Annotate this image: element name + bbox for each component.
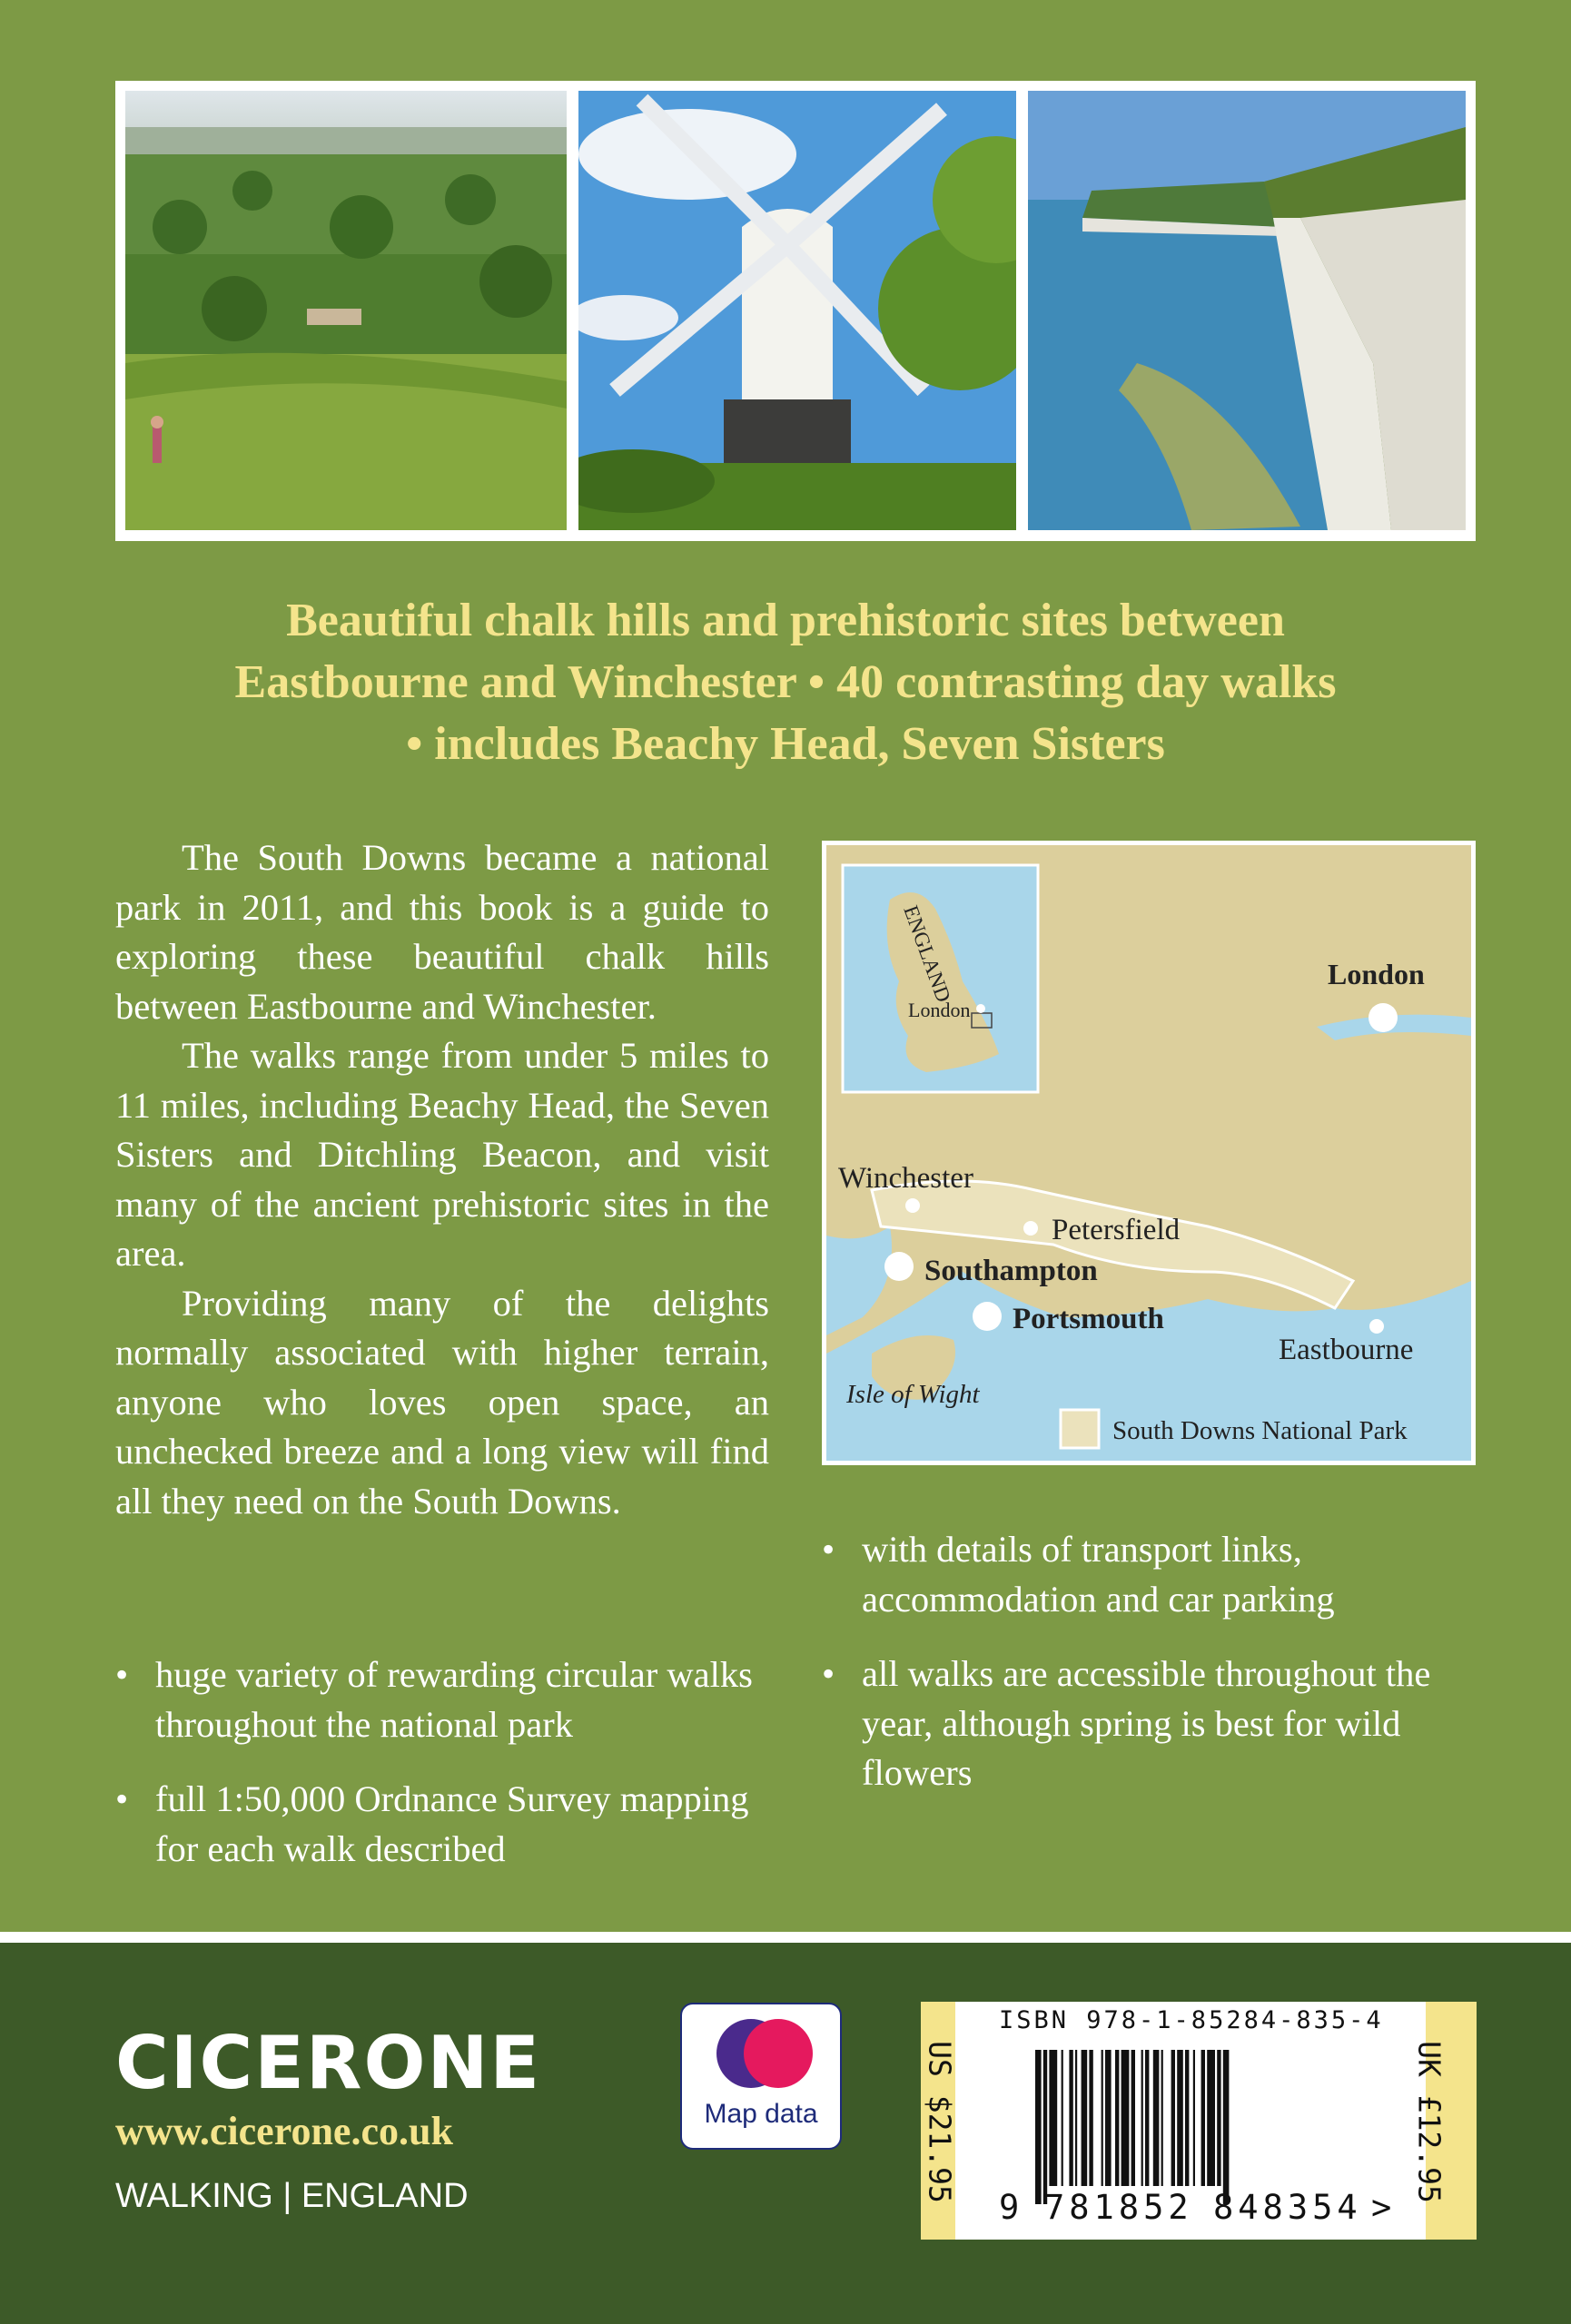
barcode-bar [1177,2050,1183,2186]
bullet-icon: • [115,1654,129,1695]
feature-item: • with details of transport links, accommodation and car parking [822,1525,1476,1624]
map-label-isle-of-wight: Isle of Wight [846,1380,980,1409]
map-label-london: London [1328,958,1425,990]
location-map [822,841,1476,1465]
map-graphic [826,845,1471,1461]
barcode-bar [1049,2050,1057,2186]
footer-divider [0,1932,1571,1943]
website-link[interactable]: www.cicerone.co.uk [115,2109,453,2153]
map-label-portsmouth: Portsmouth [1013,1303,1164,1335]
barcode-bar [1223,2050,1230,2204]
barcode-bar [1185,2050,1189,2186]
price-us: US $21.95 [922,2041,958,2203]
legend-swatch [1061,1410,1099,1448]
barcode-bar [1075,2050,1077,2186]
barcode-lead-digit: 9 [999,2188,1024,2227]
downland-view-photo [125,91,567,530]
barcode-bar [1102,2050,1103,2186]
tagline [73,590,1498,775]
category-label: WALKING | ENGLAND [115,2177,469,2215]
feature-item: • all walks are accessible throughout the year, although spring is best for wild flowers [822,1649,1476,1798]
barcode-bar [1141,2050,1143,2186]
barcode-digits-left: 781852 [1044,2188,1193,2227]
barcode-digits-right: 848354 [1213,2188,1362,2227]
barcode-bar [1115,2050,1119,2186]
os-map-data-badge [680,2003,842,2150]
barcode-bar [1105,2050,1112,2186]
barcode-bar [1217,2050,1220,2186]
barcode [1035,2050,1389,2204]
barcode-bar [1161,2050,1163,2186]
map-label-southampton: Southampton [924,1255,1098,1287]
barcode-bar [1121,2050,1130,2186]
barcode-bar [1207,2050,1215,2186]
photo-strip [115,81,1476,541]
bullet-icon: • [822,1653,835,1694]
isbn-text: ISBN 978-1-85284-835-4 [999,2006,1384,2034]
barcode-bar [1193,2050,1195,2186]
feature-item: • full 1:50,000 Ordnance Survey mapping for each walk described [115,1775,769,1874]
os-logo-icon [695,2012,827,2095]
barcode-bar [1062,2050,1063,2186]
barcode-bar [1145,2050,1149,2186]
barcode-bar [1171,2050,1175,2186]
description-paragraph: The walks range from under 5 miles to 11 miles, including Beachy Head, the Seven Sisters and Ditchling Beacon, and visit many of the ancient prehistoric sites in the area. [115,1035,769,1274]
map-label-england: ENGLAND [899,902,955,1006]
tagline-line-3: • includes Beachy Head, Seven Sisters [406,718,1165,770]
barcode-bar [1089,2050,1092,2186]
barcode-bar [1082,2050,1088,2186]
description-paragraph: The South Downs became a national park in 2011, and this book is a guide to exploring these beautiful chalk hills between Eastbourne and Winchester. [115,837,769,1027]
feature-list-left [115,1650,769,1899]
map-legend-label: South Downs National Park [1112,1416,1408,1445]
price-uk: UK £12.95 [1411,2041,1447,2203]
cicerone-logo: CICERONE [115,2021,542,2105]
feature-list-right [822,1525,1476,1824]
bullet-icon: • [822,1529,835,1570]
barcode-bar [1153,2050,1160,2186]
bullet-icon: • [115,1778,129,1819]
description-paragraph: Providing many of the delights normally associated with higher terrain, anyone who loves open space, an unchecked breeze and a long view will find all they need on the South Downs. [115,1282,769,1521]
barcode-bar [1035,2050,1042,2204]
barcode-end-marker: > [1371,2188,1397,2227]
chalk-cliffs-photo [1028,91,1466,530]
windmill-photo [578,91,1016,530]
barcode-bar [1043,2050,1047,2204]
barcode-bar [1131,2050,1135,2186]
os-caption: Map data [704,2099,818,2129]
map-label-winchester: Winchester [838,1162,973,1195]
map-label-inset-london: London [908,999,971,1021]
map-label-eastbourne: Eastbourne [1279,1334,1414,1366]
barcode-bar [1201,2050,1205,2186]
tagline-line-1: Beautiful chalk hills and prehistoric sites between [286,595,1285,646]
barcode-bar [1069,2050,1072,2186]
description [115,833,769,1526]
feature-item: • huge variety of rewarding circular walks throughout the national park [115,1650,769,1749]
map-label-petersfield: Petersfield [1052,1214,1181,1246]
tagline-line-2: Eastbourne and Winchester • 40 contrasting day walks [234,656,1337,708]
